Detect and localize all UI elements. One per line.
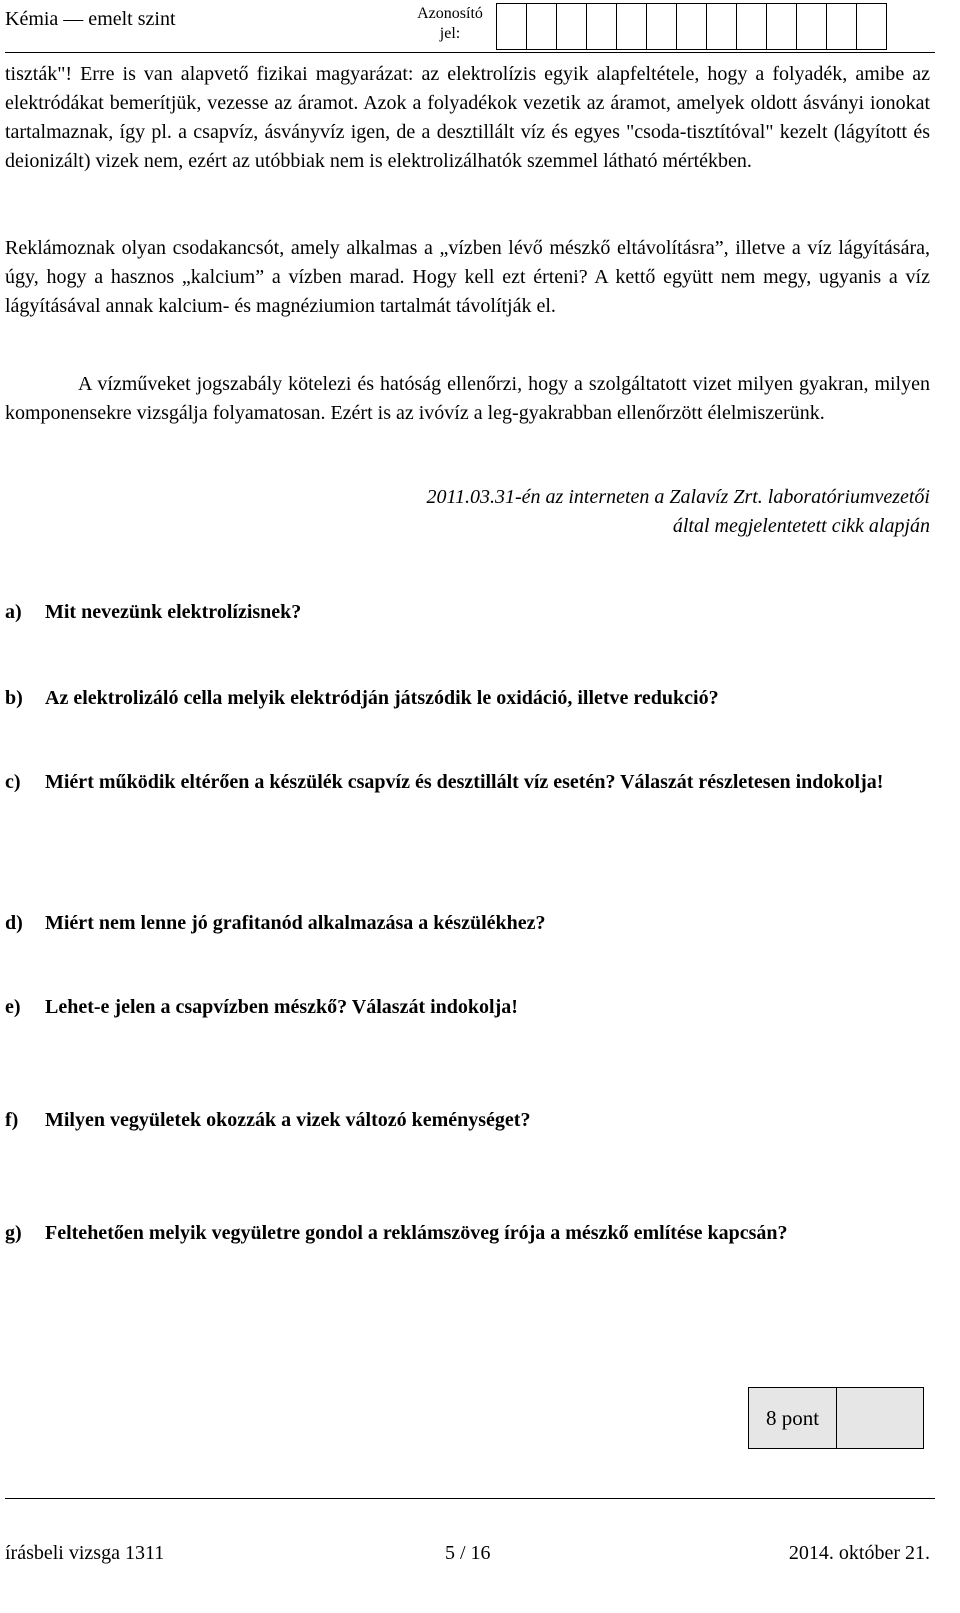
id-label-line1: Azonosító [417,5,483,22]
question-text: Feltehetően melyik vegyületre gondol a reklámszöveg írója a mészkő említése kapcsán? [45,1222,788,1244]
question-text: Miért nem lenne jó grafitanód alkalmazása a készülékhez? [45,912,546,934]
id-label [410,4,490,44]
id-label-line2: jel: [439,25,461,42]
id-code-box [496,3,527,50]
question-text: Az elektrolizáló cella melyik elektródján játszódik le oxidáció, illetve redukció? [45,687,719,709]
source-line-2: által megjelentetett cikk alapján [672,515,930,537]
id-code-box [826,3,857,50]
question-letter: d) [5,912,23,934]
question-e [5,993,930,1022]
article-paragraph-2: Reklámoznak olyan csodakancsót, amely alkalmas a „vízben lévő mészkő eltávolításra”, illetve a víz lágyítására, úgy, hogy a hasznos „kalcium” a vízben marad. Hogy kell ezt érteni? A kettő együtt nem megy, ugyanis a víz lágyításával annak kalcium- és magnéziumion tartalmát távolítják el. [5,237,930,317]
question-b [5,684,930,713]
points-box [748,1387,924,1449]
question-letter: c) [5,771,21,793]
id-code-boxes [496,3,886,50]
id-code-box [856,3,887,50]
question-letter: f) [5,1109,19,1131]
footer-exam-code: írásbeli vizsga 1311 [5,1542,165,1564]
footer-divider [5,1498,935,1499]
id-code-box [736,3,767,50]
id-code-box [646,3,677,50]
id-code-box [616,3,647,50]
question-c [5,768,930,797]
question-letter: g) [5,1222,22,1244]
header-divider [5,52,935,53]
question-f [5,1106,930,1135]
points-label: 8 pont [749,1388,837,1448]
question-letter: b) [5,687,23,709]
question-d [5,909,930,938]
question-text: Miért működik eltérően a készülék csapvíz és desztillált víz esetén? Válaszát részletesen indokolja! [45,771,884,793]
id-code-box [526,3,557,50]
id-code-box [766,3,797,50]
question-text: Mit nevezünk elektrolízisnek? [45,601,302,623]
question-text: Lehet-e jelen a csapvízben mészkő? Válaszát indokolja! [45,996,518,1018]
exam-subject: Kémia — emelt szint [5,8,176,30]
question-a [5,598,930,627]
id-code-box [676,3,707,50]
article-paragraph-3: A vízműveket jogszabály kötelezi és hatóság ellenőrzi, hogy a szolgáltatott vizet milyen gyakran, milyen komponensekre vizsgálja folyamatosan. Ezért is az ivóvíz a leg-gyakrabban ellenőrzött élelmiszerünk. [5,373,930,424]
question-letter: e) [5,996,21,1018]
id-code-box [586,3,617,50]
id-code-box [556,3,587,50]
question-g [5,1219,930,1248]
id-code-box [796,3,827,50]
question-letter: a) [5,601,22,623]
points-score-field [837,1388,923,1448]
source-line-1: 2011.03.31-én az interneten a Zalavíz Zrt. laboratóriumvezetői [426,486,930,508]
article-paragraph-1: tiszták"! Erre is van alapvető fizikai magyarázat: az elektrolízis egyik alapfeltétele, hogy a folyadék, amibe az elektródákat bemerítjük, vezesse az áramot. Azok a folyadékok vezetik az áramot, amelyek oldott ásványi ionokat tartalmaznak, így pl. a csapvíz, ásványvíz igen, de a desztillált víz és egyes "csoda-tisztítóval" kezelt (lágyított és deionizált) vizek nem, ezért az utóbbiak nem is elektrolizálhatók szemmel látható mértékben. [5,63,930,172]
footer-date: 2014. október 21. [788,1542,930,1564]
article-source [427,483,931,541]
footer-page-number: 5 / 16 [445,1542,491,1564]
question-text: Milyen vegyületek okozzák a vizek változó keménységet? [45,1109,531,1131]
id-code-box [706,3,737,50]
